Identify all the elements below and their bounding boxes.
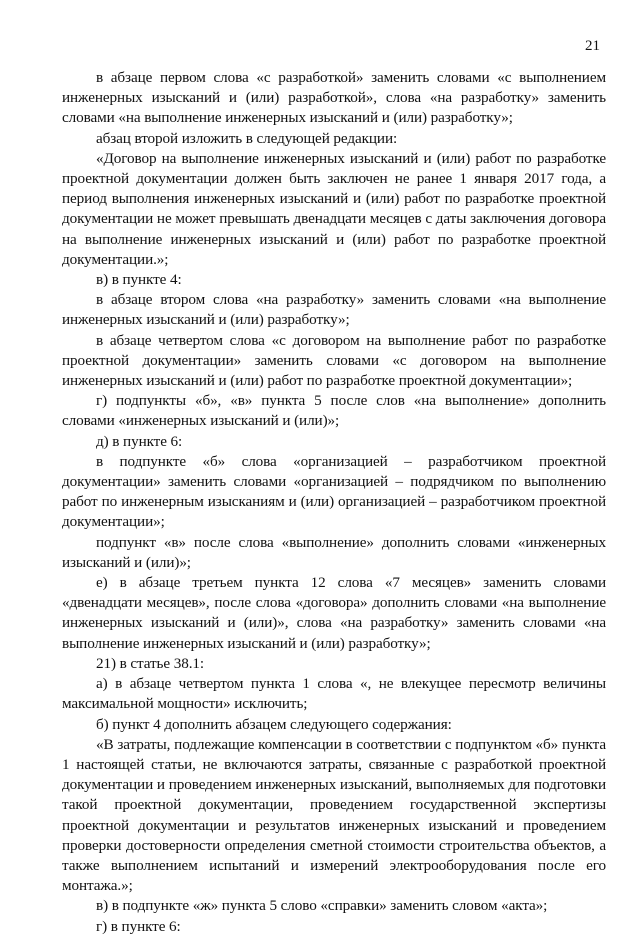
paragraph-9: в подпункте «б» слова «организацией – разработчиком проектной документации» заменить словами «организацией – подрядчиком по выполнению работ по инженерным изысканиям и (или) организацией – разработчиком проектной документации»; xyxy=(62,452,606,531)
paragraph-13: а) в абзаце четвертом пункта 1 слова «, не влекущее пересмотр величины максимальной мощности» исключить; xyxy=(62,675,606,713)
paragraph-5: в абзаце втором слова «на разработку» заменить словами «на выполнение инженерных изысканий и (или) разработку»; xyxy=(62,291,606,329)
paragraph-3: «Договор на выполнение инженерных изысканий и (или) работ по разработке проектной документации должен быть заключен не ранее 1 января 2017 года, а период выполнения инженерных изысканий и (или) работ по разработке проектной документации не может превышать двенадцати месяцев с даты заключения договора на выполнение инженерных изысканий и (или) работ по разработке проектной документации.»; xyxy=(62,149,606,268)
paragraph-2: абзац второй изложить в следующей редакции: xyxy=(96,129,398,147)
paragraph-12: 21) в статье 38.1: xyxy=(96,654,205,672)
paragraph-16: в) в подпункте «ж» пункта 5 слово «справки» заменить словом «акта»; xyxy=(96,897,548,915)
paragraph-10: подпункт «в» после слова «выполнение» дополнить словами «инженерных изысканий и (или)»; xyxy=(62,533,606,571)
paragraph-4: в) в пункте 4: xyxy=(96,271,182,289)
paragraph-6: в абзаце четвертом слова «с договором на выполнение работ по разработке проектной документации» заменить словами «с договором на выполнение инженерных изысканий и (или) работ по разработке проектной документации»; xyxy=(62,331,606,390)
paragraph-7: г) подпункты «б», «в» пункта 5 после слов «на выполнение» дополнить словами «инженерных изысканий и (или)»; xyxy=(62,392,606,430)
paragraph-17: г) в пункте 6: xyxy=(96,917,181,935)
page-number: 21 xyxy=(585,38,600,54)
paragraph-1: в абзаце первом слова «с разработкой» заменить словами «с выполнением инженерных изысканий и (или) разработкой», слова «на разработку» заменить словами «на выполнение инженерных изысканий и (или) разработку»; xyxy=(62,69,606,127)
paragraph-8: д) в пункте 6: xyxy=(96,432,183,450)
document-body xyxy=(62,68,606,937)
paragraph-15: «В затраты, подлежащие компенсации в соответствии с подпунктом «б» пункта 1 настоящей статьи, не включаются затраты, связанные с разработкой проектной документации и проведением инженерных изысканий, выполняемых для подготовки такой проектной документации, проведением государственной экспертизы проектной документации и результатов инженерных изысканий и проведением проверки достоверности определения сметной стоимости строительства объектов, а также выполнением испытаний и измерений электрооборудования после его монтажа.»; xyxy=(62,735,606,895)
paragraph-11: е) в абзаце третьем пункта 12 слова «7 месяцев» заменить словами «двенадцати месяцев», после слова «договора» дополнить словами «на выполнение инженерных изысканий и (или)», слова «на разработку» заменить словами «на выполнение инженерных изысканий и (или) разработку»; xyxy=(62,574,606,652)
paragraph-14: б) пункт 4 дополнить абзацем следующего содержания: xyxy=(96,715,452,733)
